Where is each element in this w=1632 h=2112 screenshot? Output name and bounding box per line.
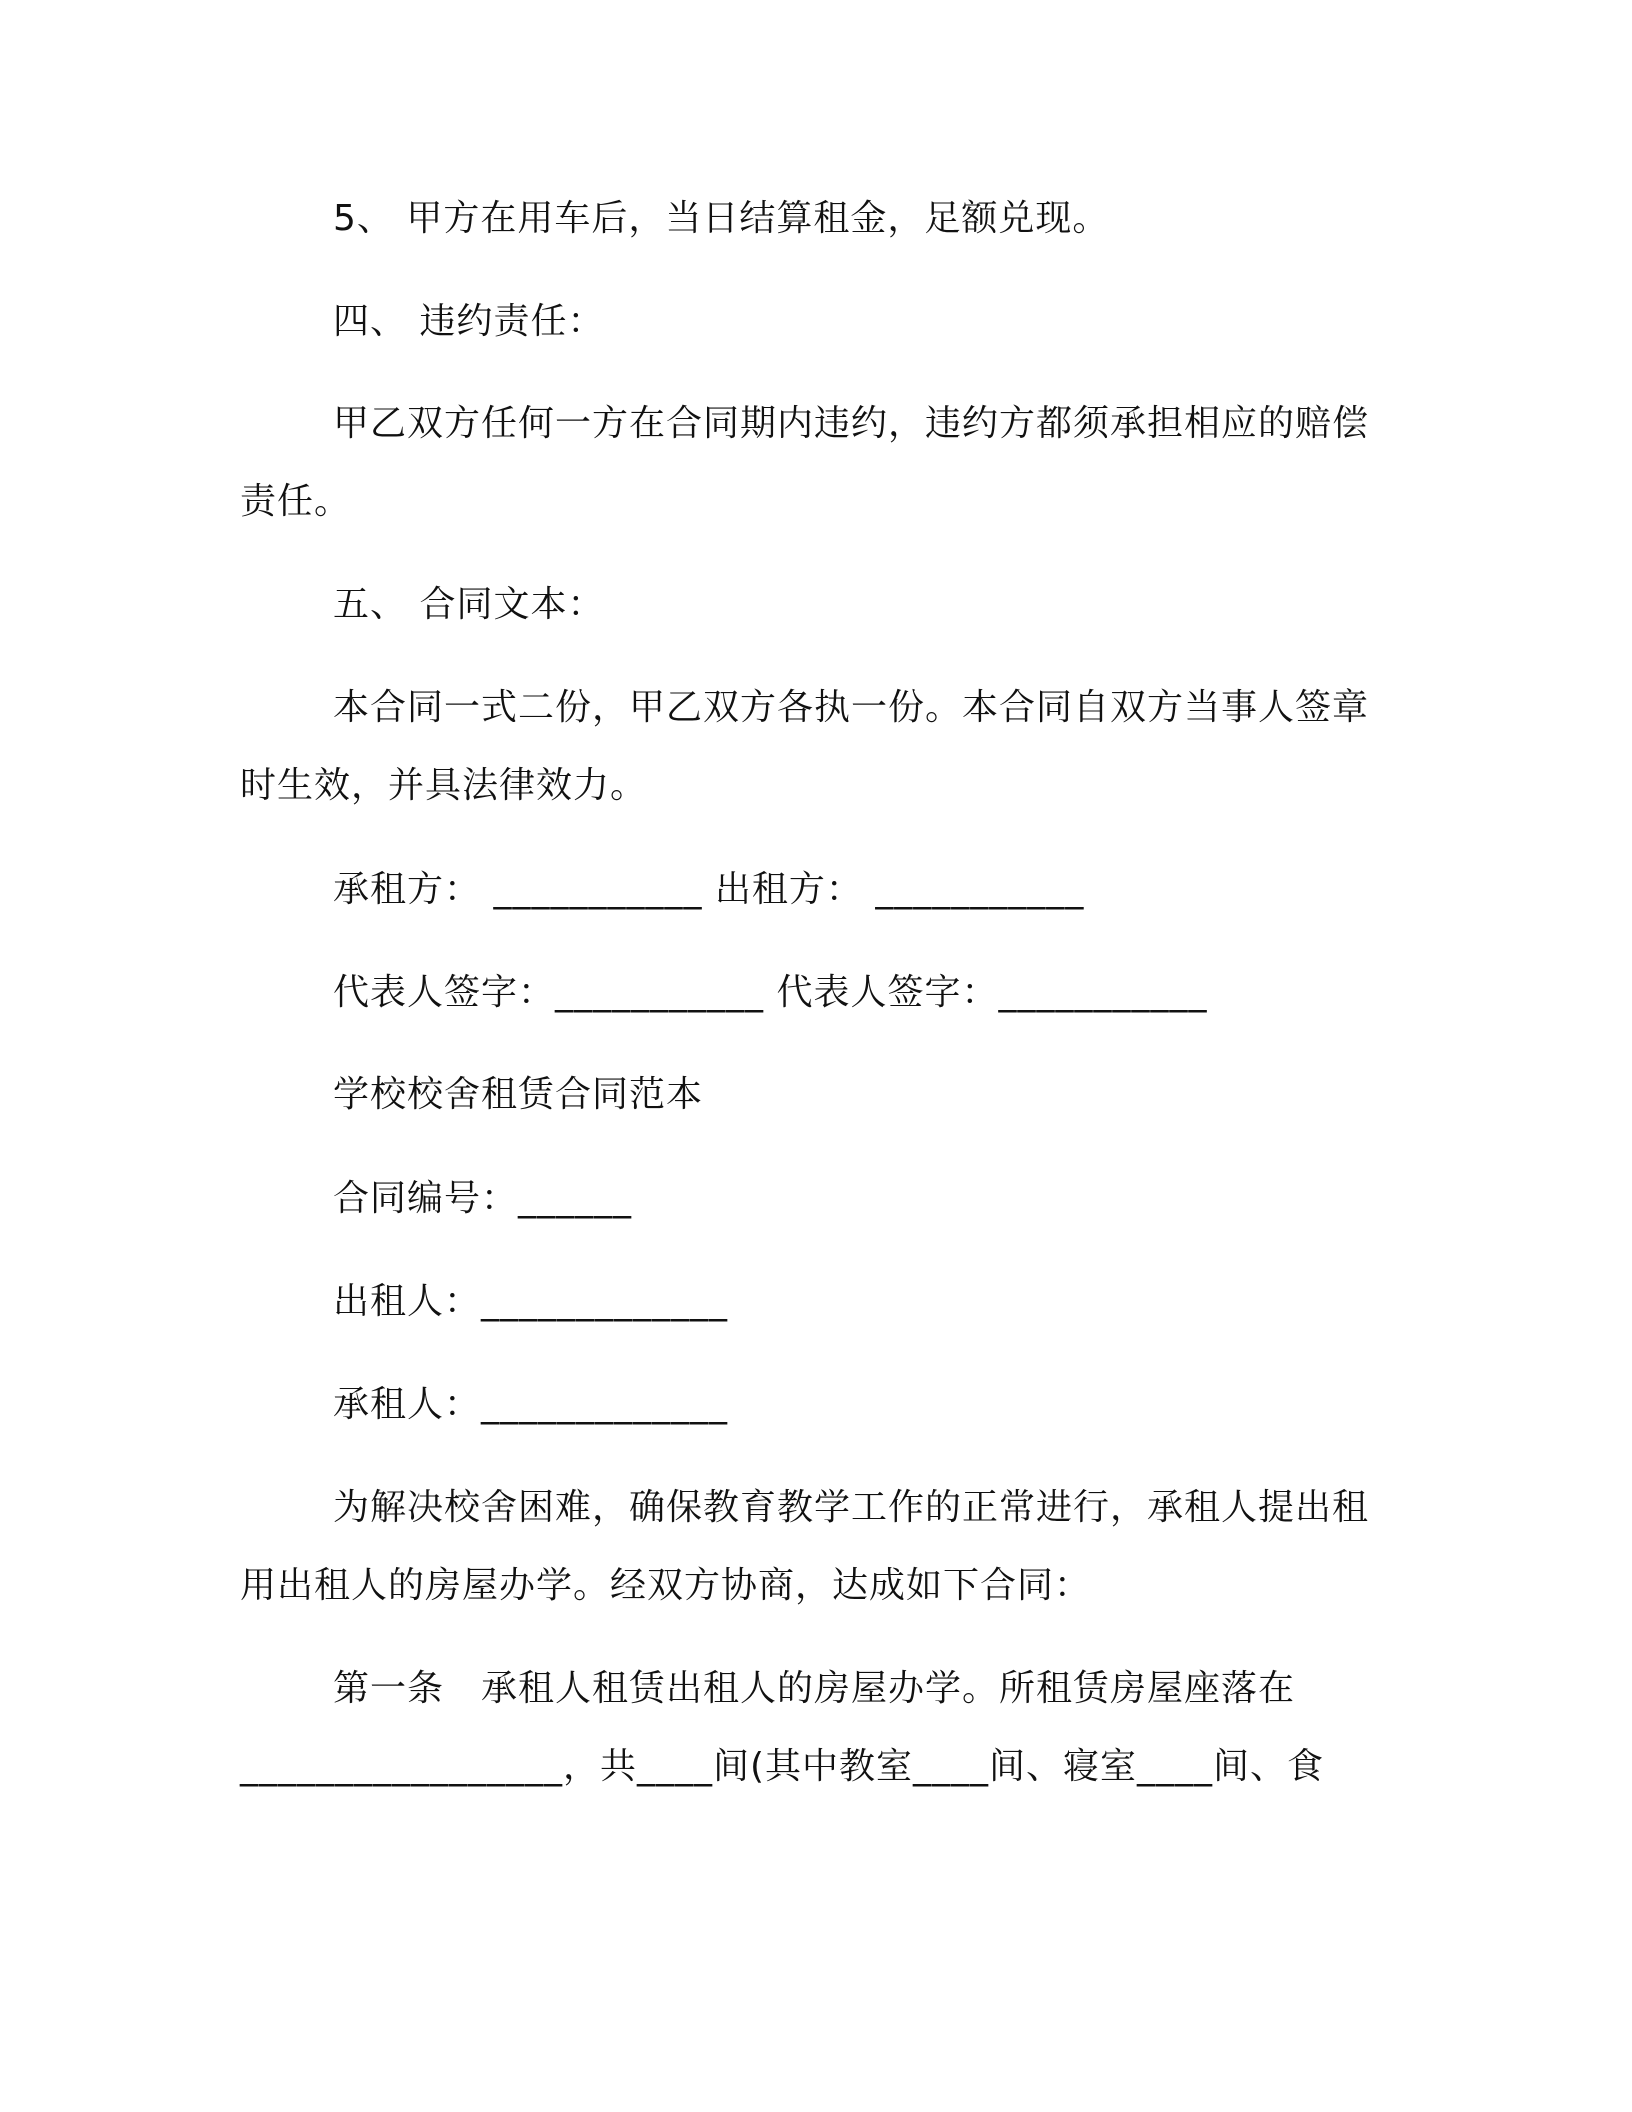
breach-paragraph-line-2: 责任。 — [240, 481, 352, 522]
signature-representatives-line: 代表人签字：___________ 代表人签字：___________ — [333, 972, 1208, 1013]
contract-text-paragraph-line-2: 时生效，并具法律效力。 — [240, 765, 648, 806]
section-heading-breach: 四、 违约责任： — [333, 301, 605, 342]
preamble-line-2: 用出租人的房屋办学。经双方协商，达成如下合同： — [240, 1565, 1092, 1606]
article-1-line-2: _________________，共____间(其中教室____间、寝室____间、食 — [240, 1746, 1325, 1787]
signature-parties-line: 承租方： ___________ 出租方： ___________ — [333, 869, 1085, 910]
article-1-line-1: 第一条 承租人租赁出租人的房屋办学。所租赁房屋座落在 — [333, 1668, 1296, 1709]
contract-number-line: 合同编号：______ — [333, 1178, 633, 1219]
contract-text-paragraph-line-1: 本合同一式二份，甲乙双方各执一份。本合同自双方当事人签章 — [333, 687, 1370, 728]
clause-5-payment: 5、 甲方在用车后，当日结算租金，足额兑现。 — [333, 198, 1110, 239]
breach-paragraph-line-1: 甲乙双方任何一方在合同期内违约，违约方都须承担相应的赔偿 — [333, 403, 1370, 444]
lessor-line: 出租人：_____________ — [333, 1281, 729, 1322]
lessee-line: 承租人：_____________ — [333, 1384, 729, 1425]
template-title: 学校校舍租赁合同范本 — [333, 1074, 704, 1115]
preamble-line-1: 为解决校舍困难，确保教育教学工作的正常进行，承租人提出租 — [333, 1487, 1370, 1528]
section-heading-contract-text: 五、 合同文本： — [333, 584, 605, 625]
